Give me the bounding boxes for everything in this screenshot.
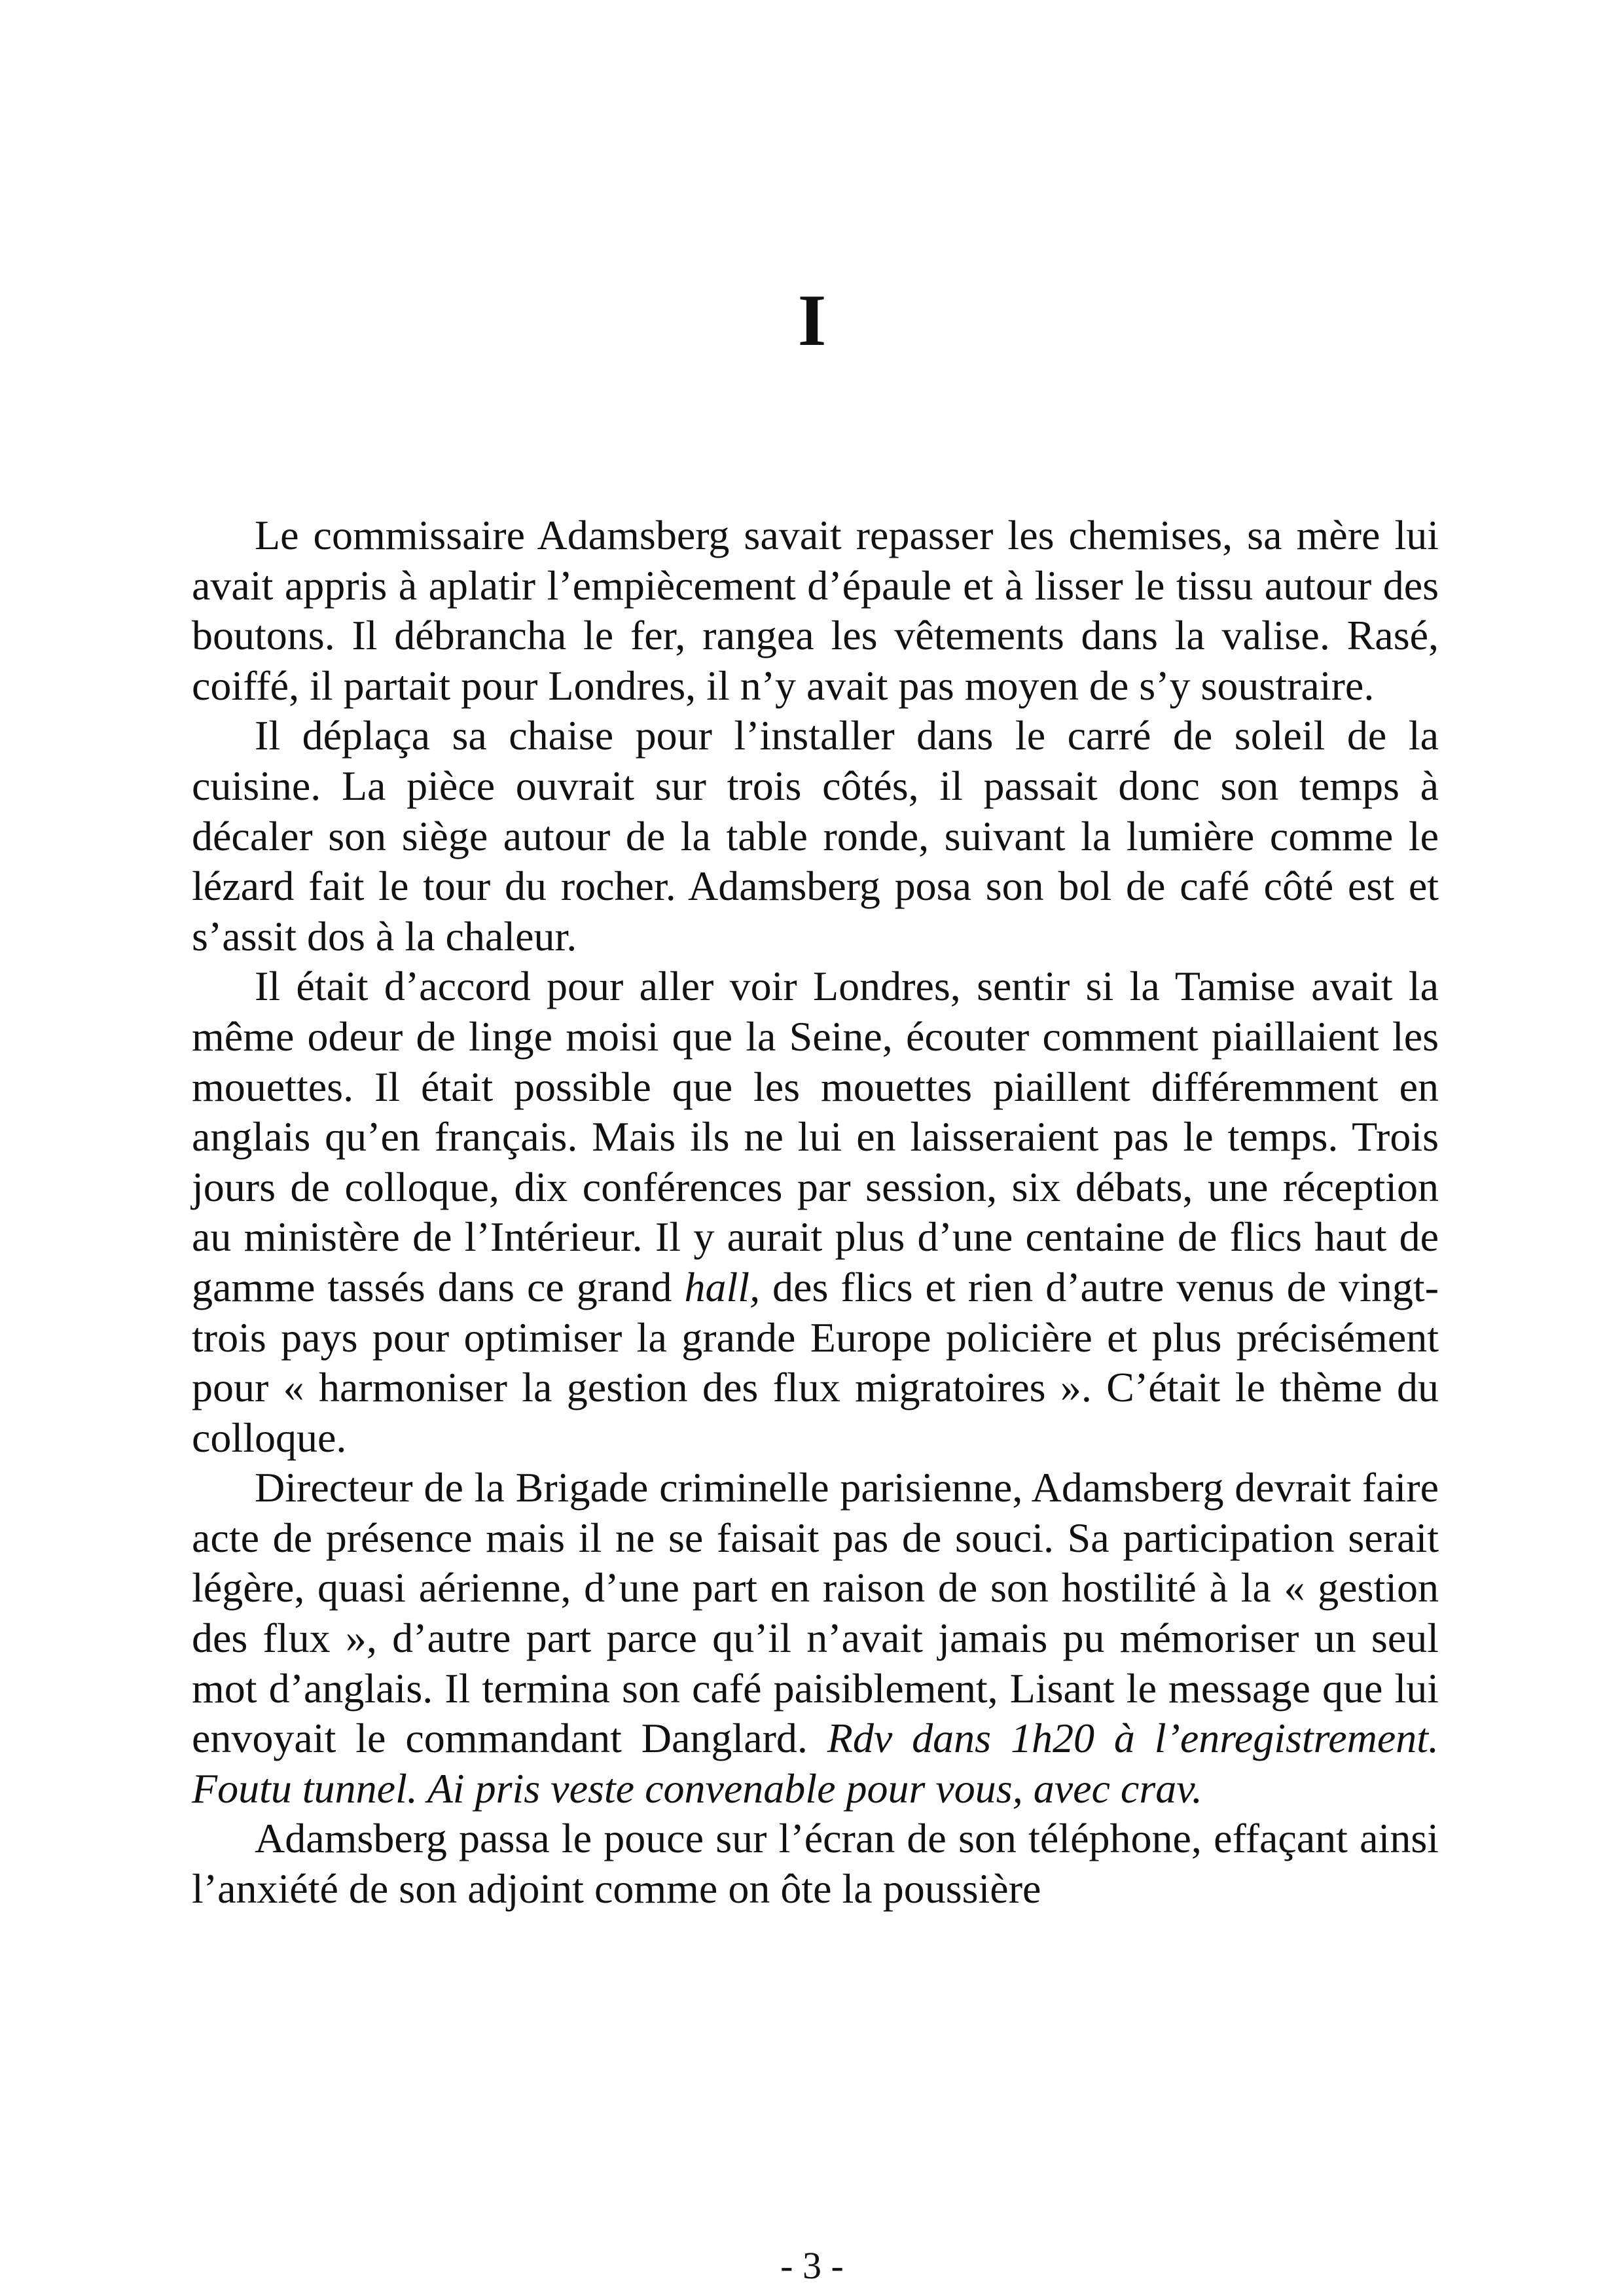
- paragraph-1: [192, 511, 1439, 711]
- paragraph-5: [192, 1814, 1439, 1914]
- paragraph-3-italic-hall: hall,: [684, 1263, 761, 1310]
- paragraph-3-text-b: des flics et rien d’autre venus de vingt-trois pays pour optimiser la grande Europe policière et plus précisément pour « harmoniser la gestion des flux migratoires ». C’était le thème du colloque.: [192, 1263, 1439, 1461]
- paragraph-3-text-a: Il était d’accord pour aller voir Londres, sentir si la Tamise avait la même odeur de linge moisi que la Seine, écouter comment piaillaient les mouettes. Il était possible que les mouettes piaillent différemment en anglais qu’en français. Mais ils ne lui en laisseraient pas le temps. Trois jours de colloque, dix conférences par session, six débats, une réception au ministère de l’Intérieur. Il y aurait plus d’une centaine de flics haut de gamme tassés dans ce grand: [192, 963, 1439, 1310]
- paragraph-3: [192, 961, 1439, 1463]
- chapter-title: I: [797, 280, 827, 361]
- page-number: - 3 -: [780, 2244, 844, 2287]
- paragraph-1-text: Le commissaire Adamsberg savait repasser les chemises, sa mère lui avait appris à aplatir l’empiècement d’épaule et à lisser le tissu autour des boutons. Il débrancha le fer, rangea les vêtements dans la valise. Rasé, coiffé, il partait pour Londres, il n’y avait pas moyen de s’y soustraire.: [192, 512, 1439, 709]
- paragraph-2: [192, 711, 1439, 961]
- body-text: [192, 511, 1439, 1914]
- paragraph-5-text: Adamsberg passa le pouce sur l’écran de son téléphone, effaçant ainsi l’anxiété de son adjoint comme on ôte la poussière: [192, 1815, 1439, 1912]
- paragraph-4-text: Directeur de la Brigade criminelle parisienne, Adamsberg devrait faire acte de présence mais il ne se faisait pas de souci. Sa participation serait légère, quasi aérienne, d’une part en raison de son hostilité à la « gestion des flux », d’autre part parce qu’il n’avait jamais pu mémoriser un seul mot d’anglais. Il termina son café paisiblement, Lisant le message que lui envoyait le commandant Danglard.: [192, 1464, 1439, 1762]
- paragraph-2-text: Il déplaça sa chaise pour l’installer dans le carré de soleil de la cuisine. La pièce ouvrait sur trois côtés, il passait donc son temps à décaler son siège autour de la table ronde, suivant la lumière comme le lézard fait le tour du rocher. Adamsberg posa son bol de café côté est et s’assit dos à la chaleur.: [192, 712, 1439, 960]
- paragraph-4: [192, 1463, 1439, 1814]
- paragraph-4-italic-message: Rdv dans 1h20 à l’enregistrement. Foutu tunnel. Ai pris veste convenable pour vous, avec crav.: [192, 1715, 1439, 1812]
